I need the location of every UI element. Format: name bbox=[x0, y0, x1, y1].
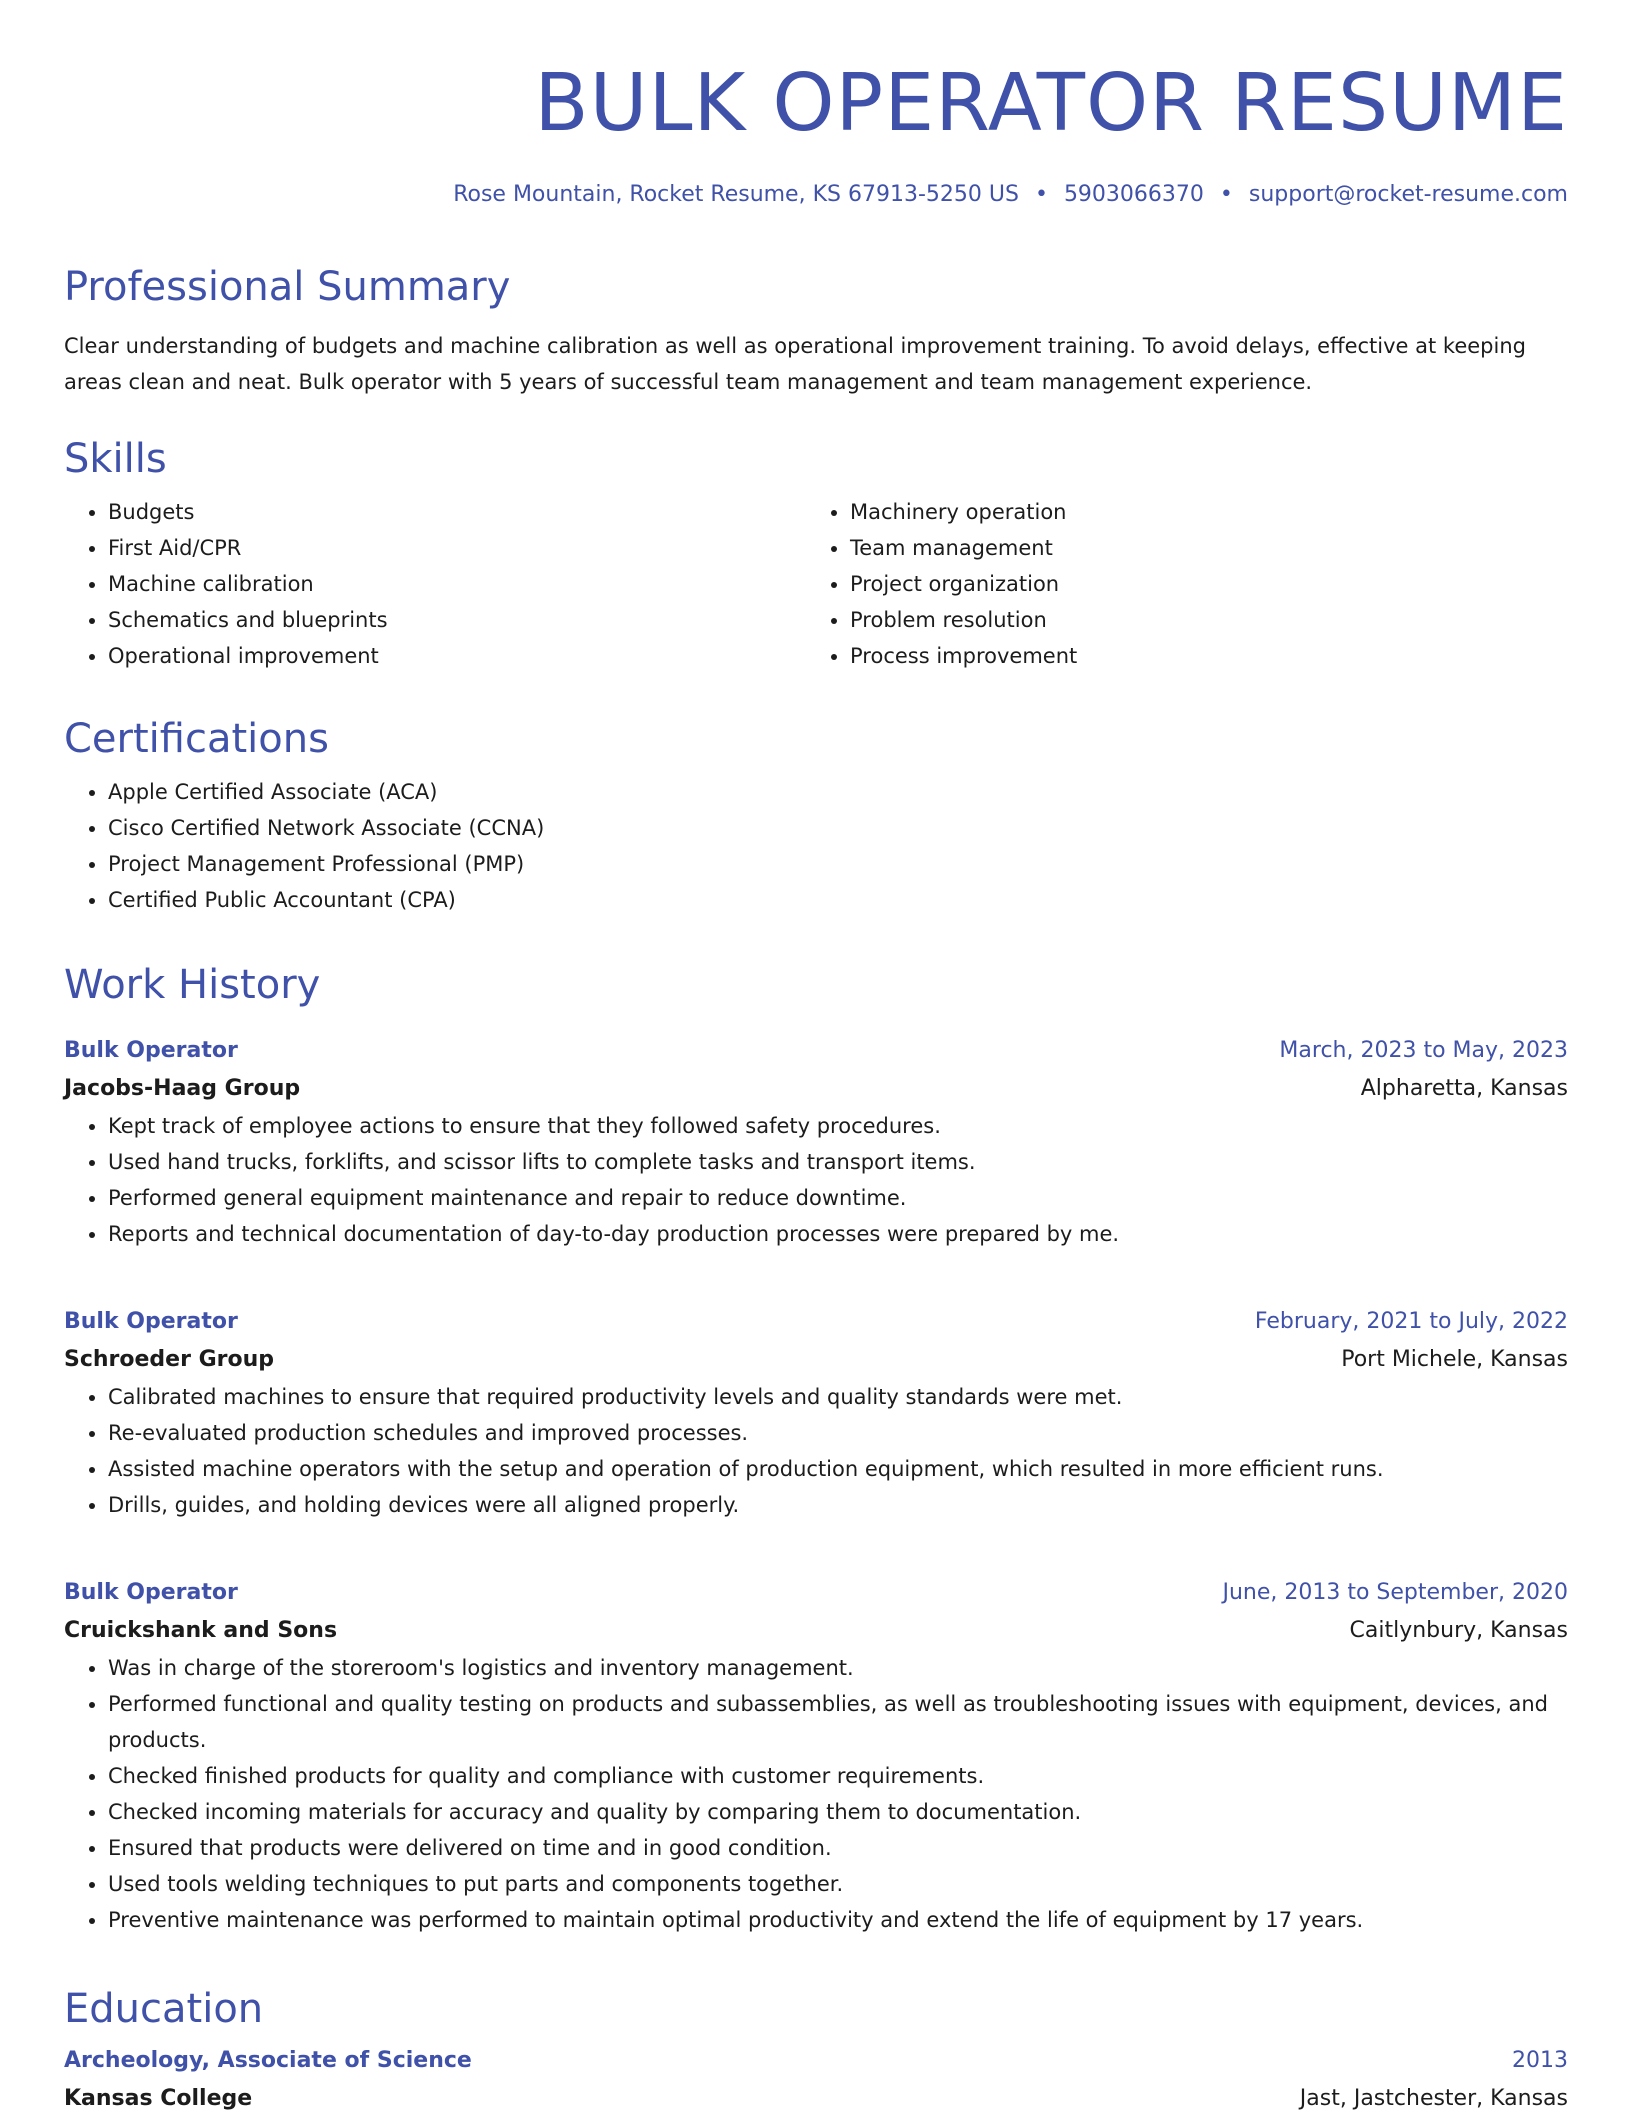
certifications-section bbox=[64, 714, 1568, 918]
list-item: • Performed general equipment maintenance and repair to reduce downtime. bbox=[108, 1180, 1568, 1216]
job-company: Schroeder Group bbox=[64, 1347, 275, 1372]
job-location: Alpharetta, Kansas bbox=[1360, 1076, 1568, 1101]
job-subheader bbox=[64, 1341, 1568, 1379]
list-item: • Budgets bbox=[108, 494, 806, 530]
education-year: 2013 bbox=[1512, 2048, 1568, 2073]
list-item: • Machinery operation bbox=[850, 494, 1548, 530]
job-company: Jacobs-Haag Group bbox=[64, 1076, 301, 1101]
list-item: • Assisted machine operators with the setup and operation of production equipment, which resulted in more efficient runs. bbox=[108, 1451, 1568, 1487]
list-item: • Drills, guides, and holding devices were all aligned properly. bbox=[108, 1487, 1568, 1523]
contact-separator: • bbox=[1034, 182, 1048, 207]
list-item: • Checked finished products for quality and compliance with customer requirements. bbox=[108, 1758, 1568, 1794]
skills-title: Skills bbox=[64, 436, 167, 482]
job-header bbox=[64, 1574, 1568, 1612]
education-subheader bbox=[64, 2080, 1568, 2118]
contact-separator: • bbox=[1219, 182, 1233, 207]
contact-phone[interactable]: 5903066370 bbox=[1063, 182, 1204, 207]
list-item: • Was in charge of the storeroom's logistics and inventory management. bbox=[108, 1650, 1568, 1686]
certifications-title: Certifications bbox=[64, 716, 329, 762]
summary-title: Professional Summary bbox=[64, 264, 511, 310]
skills-list-left bbox=[64, 494, 806, 674]
summary-section bbox=[64, 262, 1568, 400]
list-item: • Team management bbox=[850, 530, 1548, 566]
education-title: Education bbox=[64, 1986, 264, 2032]
resume-page bbox=[64, 0, 1568, 2111]
job-entry bbox=[64, 1303, 1568, 1523]
job-entry bbox=[64, 1574, 1568, 1938]
list-item: • Calibrated machines to ensure that required productivity levels and quality standards were met. bbox=[108, 1379, 1568, 1415]
list-item: • Kept track of employee actions to ensure that they followed safety procedures. bbox=[108, 1108, 1568, 1144]
job-header bbox=[64, 1032, 1568, 1070]
job-dates: February, 2021 to July, 2022 bbox=[1254, 1309, 1568, 1334]
contact-address: Rose Mountain, Rocket Resume, KS 67913-5250 US bbox=[453, 182, 1019, 207]
job-header bbox=[64, 1303, 1568, 1341]
job-dates: June, 2013 to September, 2020 bbox=[1222, 1580, 1568, 1605]
list-item: • Problem resolution bbox=[850, 602, 1548, 638]
skills-column-left bbox=[64, 494, 806, 674]
job-entry bbox=[64, 1032, 1568, 1252]
work-history-section bbox=[64, 960, 1568, 1010]
job-subheader bbox=[64, 1070, 1568, 1108]
skills-grid bbox=[64, 494, 1568, 674]
education-school: Kansas College bbox=[64, 2086, 253, 2111]
job-title: Bulk Operator bbox=[64, 1038, 238, 1063]
resume-header bbox=[64, 0, 1568, 210]
job-bullets bbox=[64, 1379, 1568, 1523]
education-header bbox=[64, 2042, 1568, 2080]
list-item: • Cisco Certified Network Associate (CCNA) bbox=[108, 810, 1568, 846]
list-item: • Re-evaluated production schedules and improved processes. bbox=[108, 1415, 1568, 1451]
list-item: • First Aid/CPR bbox=[108, 530, 806, 566]
list-item: • Certified Public Accountant (CPA) bbox=[108, 882, 1568, 918]
skills-column-right bbox=[806, 494, 1548, 674]
job-title: Bulk Operator bbox=[64, 1580, 238, 1605]
job-dates: March, 2023 to May, 2023 bbox=[1279, 1038, 1568, 1063]
job-bullets bbox=[64, 1108, 1568, 1252]
contact-email[interactable]: support@rocket-resume.com bbox=[1248, 182, 1568, 207]
list-item: • Performed functional and quality testing on products and subassemblies, as well as troubleshooting issues with equipment, devices, and products. bbox=[108, 1686, 1568, 1758]
list-item: • Project organization bbox=[850, 566, 1548, 602]
list-item: • Reports and technical documentation of day-to-day production processes were prepared by me. bbox=[108, 1216, 1568, 1252]
list-item: • Project Management Professional (PMP) bbox=[108, 846, 1568, 882]
resume-name: BULK OPERATOR RESUME bbox=[534, 57, 1568, 149]
list-item: • Machine calibration bbox=[108, 566, 806, 602]
job-title: Bulk Operator bbox=[64, 1309, 238, 1334]
work-history-title: Work History bbox=[64, 962, 321, 1008]
skills-list-right bbox=[806, 494, 1548, 674]
education-section bbox=[64, 1984, 1568, 2118]
job-location: Caitlynbury, Kansas bbox=[1349, 1618, 1568, 1643]
list-item: • Operational improvement bbox=[108, 638, 806, 674]
job-bullets bbox=[64, 1650, 1568, 1938]
list-item: • Ensured that products were delivered on time and in good condition. bbox=[108, 1830, 1568, 1866]
education-location: Jast, Jastchester, Kansas bbox=[1299, 2086, 1568, 2111]
list-item: • Process improvement bbox=[850, 638, 1548, 674]
job-location: Port Michele, Kansas bbox=[1341, 1347, 1568, 1372]
summary-text: Clear understanding of budgets and machine calibration as well as operational improvement training. To avoid delays, effective at keeping areas clean and neat. Bulk operator with 5 years of successful team management and team management experience. bbox=[64, 334, 1526, 394]
list-item: • Checked incoming materials for accuracy and quality by comparing them to documentation. bbox=[108, 1794, 1568, 1830]
certifications-list bbox=[64, 774, 1568, 918]
skills-section bbox=[64, 434, 1568, 674]
list-item: • Used tools welding techniques to put parts and components together. bbox=[108, 1866, 1568, 1902]
list-item: • Schematics and blueprints bbox=[108, 602, 806, 638]
contact-line bbox=[64, 180, 1568, 210]
job-subheader bbox=[64, 1612, 1568, 1650]
list-item: • Apple Certified Associate (ACA) bbox=[108, 774, 1568, 810]
list-item: • Used hand trucks, forklifts, and scissor lifts to complete tasks and transport items. bbox=[108, 1144, 1568, 1180]
job-company: Cruickshank and Sons bbox=[64, 1618, 338, 1643]
education-degree: Archeology, Associate of Science bbox=[64, 2048, 472, 2073]
list-item: • Preventive maintenance was performed to maintain optimal productivity and extend the life of equipment by 17 years. bbox=[108, 1902, 1568, 1938]
